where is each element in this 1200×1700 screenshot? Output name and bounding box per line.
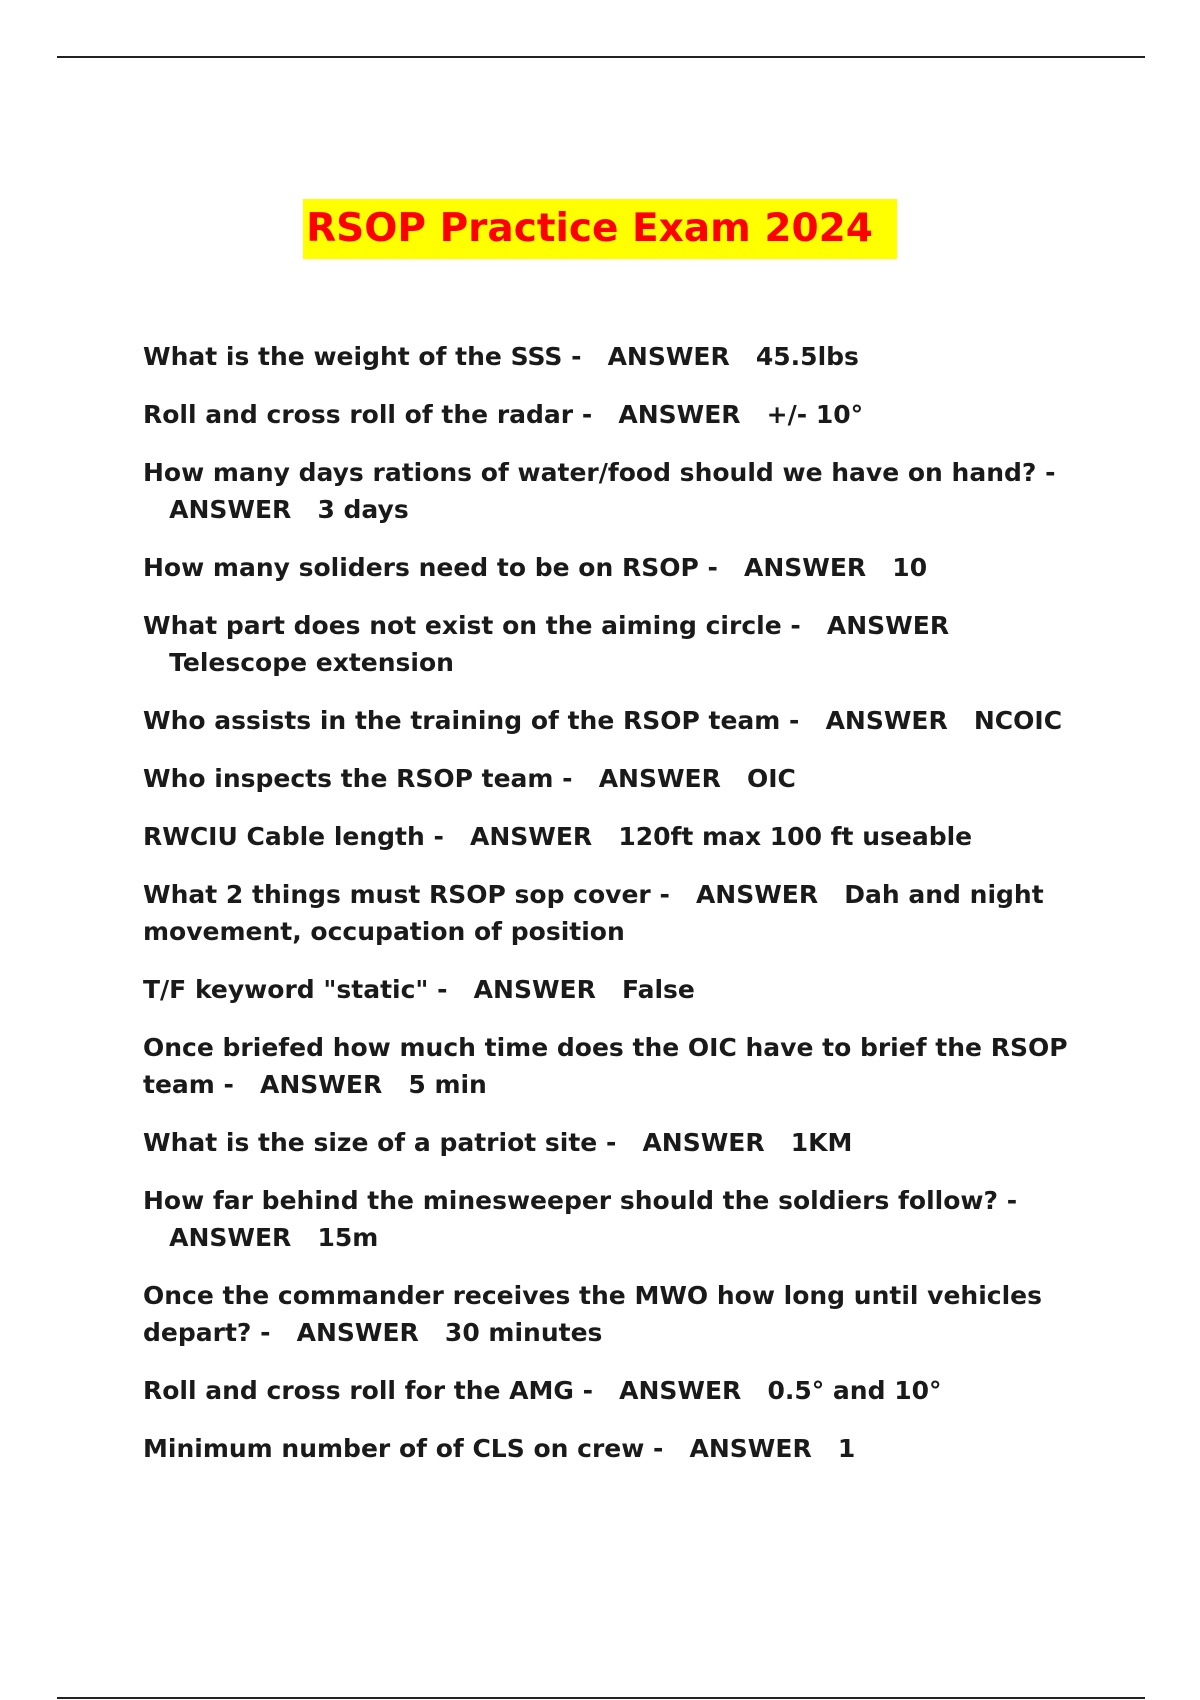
question-text: Once the commander receives the MWO how long until vehicles depart? - — [143, 1281, 1043, 1347]
answer-text: OIC — [747, 764, 796, 793]
answer-text: 120ft max 100 ft useable — [618, 822, 973, 851]
question-text: Who assists in the training of the RSOP team - — [143, 706, 800, 735]
answer-label: ANSWER — [825, 706, 948, 735]
question-text: What is the size of a patriot site - — [143, 1128, 617, 1157]
qa-item — [143, 454, 1103, 528]
answer-text: 0.5° and 10° — [767, 1376, 942, 1405]
question-text: How many days rations of water/food should we have on hand? - — [143, 458, 1056, 487]
answer-text: Telescope extension — [169, 648, 454, 677]
answer-text: 15m — [317, 1223, 379, 1252]
question-text: Roll and cross roll for the AMG - — [143, 1376, 593, 1405]
answer-text: +/- 10° — [766, 400, 864, 429]
answer-label: ANSWER — [169, 495, 292, 524]
title-container — [0, 199, 1200, 259]
answer-label: ANSWER — [169, 1223, 292, 1252]
answer-text: False — [621, 975, 695, 1004]
answer-label: ANSWER — [260, 1070, 383, 1099]
answer-label: ANSWER — [642, 1128, 765, 1157]
question-text: How many soliders need to be on RSOP - — [143, 553, 718, 582]
question-text: How far behind the minesweeper should the soldiers follow? - — [143, 1186, 1018, 1215]
answer-label: ANSWER — [695, 880, 819, 909]
answer-text: 3 days — [317, 495, 409, 524]
qa-item — [143, 971, 1103, 1008]
answer-label: ANSWER — [618, 400, 741, 429]
qa-item — [143, 702, 1103, 739]
question-list — [143, 338, 1103, 1488]
answer-text: 5 min — [408, 1070, 487, 1099]
question-text: T/F keyword "static" - — [143, 975, 448, 1004]
qa-item — [143, 1029, 1103, 1103]
question-text: What part does not exist on the aiming circle - — [143, 611, 801, 640]
qa-item — [143, 1277, 1103, 1351]
qa-item — [143, 760, 1103, 797]
qa-item — [143, 876, 1103, 950]
qa-item — [143, 1124, 1103, 1161]
qa-item — [143, 818, 1103, 855]
question-text: Once briefed how much time does the OIC have to brief the RSOP team - — [143, 1033, 1068, 1099]
qa-item — [143, 1182, 1103, 1256]
question-text: What 2 things must RSOP sop cover - — [143, 880, 670, 909]
answer-label: ANSWER — [470, 822, 593, 851]
qa-item — [143, 607, 1103, 681]
answer-text: Dah and night movement, occupation of position — [143, 880, 1044, 946]
answer-label: ANSWER — [296, 1318, 419, 1347]
answer-text: NCOIC — [973, 706, 1063, 735]
bottom-divider — [57, 1697, 1145, 1699]
answer-text: 30 minutes — [444, 1318, 603, 1347]
question-text: RWCIU Cable length - — [143, 822, 444, 851]
answer-text: 1 — [837, 1434, 856, 1463]
answer-label: ANSWER — [598, 764, 721, 793]
question-text: Roll and cross roll of the radar - — [143, 400, 593, 429]
qa-item — [143, 1430, 1103, 1467]
answer-label: ANSWER — [743, 553, 867, 582]
qa-item — [143, 396, 1103, 433]
qa-item — [143, 549, 1103, 586]
answer-label: ANSWER — [826, 611, 950, 640]
answer-text: 10 — [892, 553, 928, 582]
qa-item — [143, 1372, 1103, 1409]
answer-label: ANSWER — [689, 1434, 812, 1463]
page-title: RSOP Practice Exam 2024 — [303, 199, 897, 259]
qa-item — [143, 338, 1103, 375]
question-text: Minimum number of of CLS on crew - — [143, 1434, 664, 1463]
question-text: Who inspects the RSOP team - — [143, 764, 573, 793]
question-text: What is the weight of the SSS - — [143, 342, 582, 371]
answer-label: ANSWER — [619, 1376, 742, 1405]
answer-label: ANSWER — [607, 342, 730, 371]
answer-text: 45.5lbs — [755, 342, 859, 371]
top-divider — [57, 56, 1145, 58]
answer-text: 1KM — [790, 1128, 853, 1157]
answer-label: ANSWER — [473, 975, 596, 1004]
